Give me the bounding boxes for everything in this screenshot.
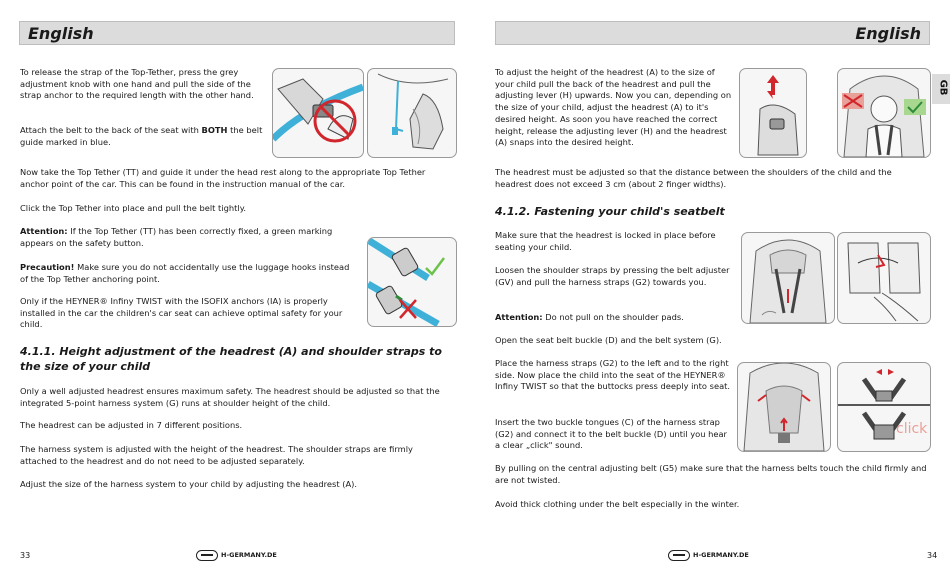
- heading-4-1-2: 4.1.2. Fastening your child's seatbelt: [495, 205, 725, 218]
- right-logo-text: H-GERMANY.DE: [693, 551, 749, 559]
- right-para-avoid-thick-clothing: Avoid thick clothing under the belt especially in the winter.: [495, 499, 740, 509]
- right-para-open-buckle: Open the seat belt buckle (D) and the belt system (G).: [495, 335, 722, 345]
- right-para-headrest-locked: Make sure that the headrest is locked in place before seating your child.: [495, 230, 716, 252]
- figure-green-marking: [367, 237, 457, 327]
- right-header: English: [495, 21, 930, 45]
- figure-release-strap: [272, 68, 364, 158]
- click-label: click: [896, 421, 928, 437]
- figure-buckle-click: [837, 362, 931, 452]
- figure-child-headrest-fit: [837, 68, 931, 158]
- left-logo-text: H-GERMANY.DE: [221, 551, 277, 559]
- figure-harness-open: [737, 362, 831, 452]
- left-para-guide-top-tether: Now take the Top Tether (TT) and guide it under the head rest along to the appropriate Top Tether anchor point of the car. This can be found in the instruction manual of the car.: [20, 167, 426, 189]
- heyner-logo-icon: [668, 550, 690, 561]
- heyner-logo-icon: [196, 550, 218, 561]
- left-para-click-top-tether: Click the Top Tether into place and pull the belt tightly.: [20, 203, 247, 213]
- left-para-release-strap: To release the strap of the Top-Tether, press the grey adjustment knob with one hand and pull the side of the strap anchor to the required length with the other hand.: [20, 67, 254, 101]
- right-page: [475, 0, 950, 578]
- left-page-number: 33: [20, 551, 31, 560]
- left-para-headrest-safety: Only a well adjusted headrest ensures maximum safety. The headrest should be adjusted so that the integrated 5-point harness system (G) runs at shoulder height of the child.: [20, 386, 440, 408]
- seat-straps-illustration: [742, 233, 834, 323]
- green-marking-illustration: [368, 238, 456, 326]
- left-para-adjust-size: Adjust the size of the harness system to your child by adjusting the headrest (A).: [20, 479, 357, 489]
- left-footer-logo: [196, 549, 277, 561]
- harness-open-illustration: [738, 363, 830, 451]
- buckle-click-illustration: [838, 363, 930, 451]
- gb-tab-label: GB: [937, 79, 949, 96]
- left-para-harness-system: The harness system is adjusted with the height of the headrest. The shoulder straps are firmly attached to the headrest and do not need to be adjusted separately.: [20, 444, 413, 466]
- right-footer-logo: [668, 549, 749, 561]
- right-para-place-straps: Place the harness straps (G2) to the left and to the right side. Now place the child into the seat of the HEYNER® Infiny TWIST so that the buttocks press deeply into seat.: [495, 358, 731, 392]
- right-para-distance: The headrest must be adjusted so that the distance between the shoulders of the child and the headrest does not exceed 3 cm (about 2 finger widths).: [495, 167, 892, 189]
- figure-loosen-straps: [741, 232, 835, 324]
- right-para-loosen-straps: Loosen the shoulder straps by pressing the belt adjuster (GV) and pull the harness straps (G2) towards you.: [495, 265, 730, 287]
- right-para-insert-tongues: Insert the two buckle tongues (C) of the harness strap (G2) and connect it to the belt buckle (D) until you hear a clear „click" sound.: [495, 417, 727, 451]
- headrest-lever-illustration: [740, 69, 806, 157]
- figure-top-tether: [367, 68, 457, 158]
- press-adjuster-illustration: [838, 233, 930, 323]
- left-para-isofix: Only if the HEYNER® Infiny TWIST with the ISOFIX anchors (IA) is properly installed in the car the children's car seat can achieve optimal safety for your child.: [20, 296, 343, 330]
- figure-headrest-lever: [739, 68, 807, 158]
- child-headrest-illustration: [838, 69, 930, 157]
- figure-press-adjuster: [837, 232, 931, 324]
- gb-language-tab: [932, 74, 950, 104]
- heading-4-1-1: 4.1.1. Height adjustment of the headrest (A) and shoulder straps to the size of your child: [20, 345, 442, 373]
- left-para-attention: Attention: If the Top Tether (TT) has been correctly fixed, a green marking appears on the safety button.: [20, 226, 333, 248]
- right-para-attention: Attention: Do not pull on the shoulder pads.: [495, 312, 684, 322]
- left-header: English: [19, 21, 455, 45]
- left-para-7-positions: The headrest can be adjusted in 7 different positions.: [20, 420, 243, 430]
- release-strap-illustration: [273, 69, 363, 157]
- right-para-pull-central-belt: By pulling on the central adjusting belt (G5) make sure that the harness belts touch the child firmly and are not twisted.: [495, 463, 927, 485]
- left-para-precaution: Precaution! Make sure you do not accidentally use the luggage hooks instead of the Top Tether anchoring point.: [20, 262, 350, 284]
- right-page-number: 34: [927, 551, 938, 560]
- left-para-attach-belt: Attach the belt to the back of the seat with BOTH the belt guide marked in blue.: [20, 125, 263, 147]
- right-para-adjust-headrest: To adjust the height of the headrest (A) to the size of your child pull the back of the headrest and pull the adjusting lever (H) upwards. Now you can, depending on the size of your child, adjust the headrest (A) to it's desired height. As soon you have reached the correct height, release the adjusting lever (H) and the headrest (A) snaps into the desired height.: [495, 67, 732, 148]
- top-tether-illustration: [368, 69, 456, 157]
